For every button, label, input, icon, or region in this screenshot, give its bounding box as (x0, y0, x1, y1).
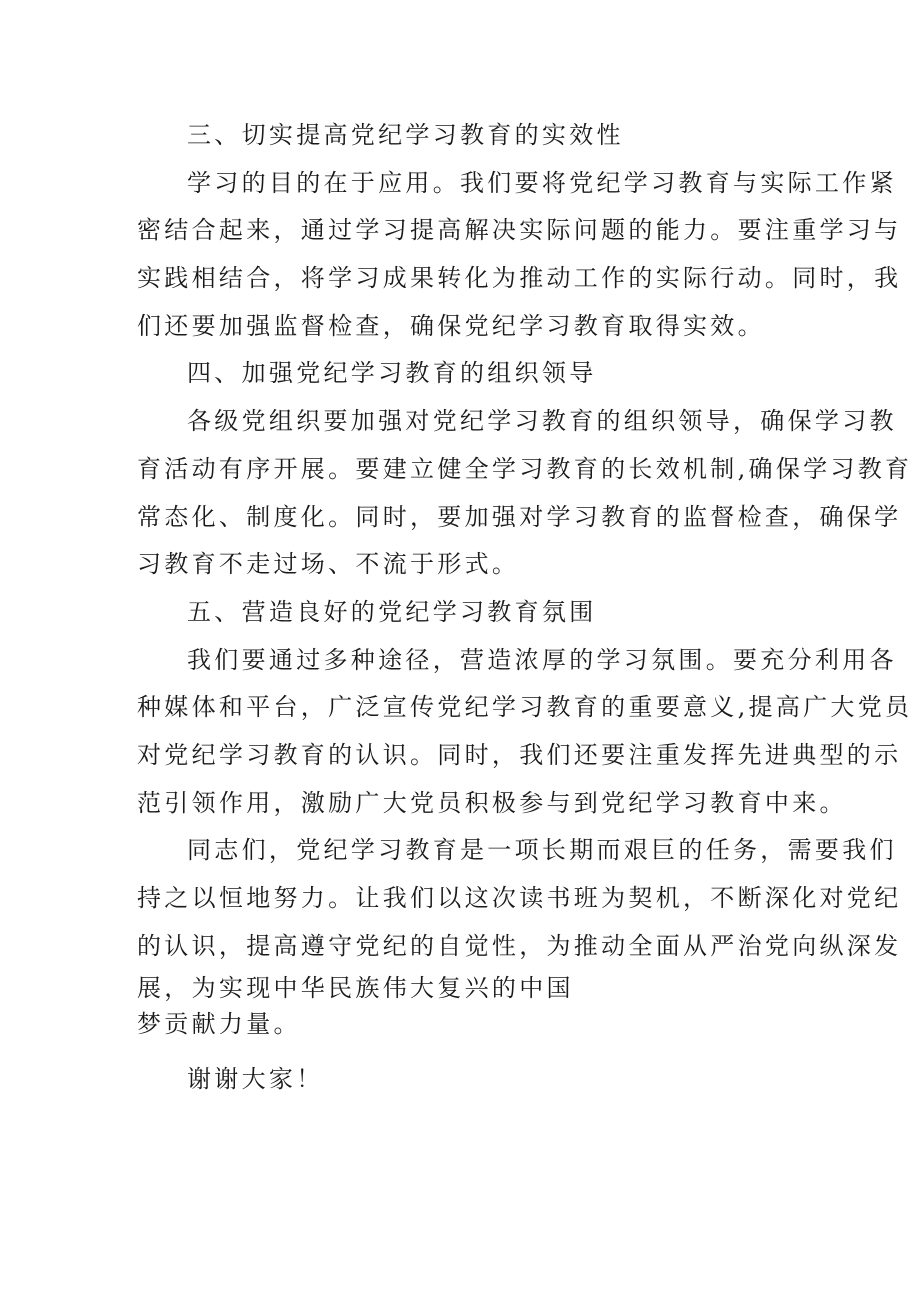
paragraph-line: 展，为实现中华民族伟大复兴的中国 (137, 974, 574, 1003)
paragraph-line: 范引领作用，激励广大党员积极参与到党纪学习教育中来。 (137, 788, 847, 817)
paragraph-line: 密结合起来，通过学习提高解决实际问题的能力。要注重学习与 (137, 216, 902, 245)
section-heading-5: 五、营造良好的党纪学习教育氛围 (187, 597, 597, 626)
closing-line: 谢谢大家！ (187, 1065, 324, 1094)
paragraph-line: 习教育不走过场、不流于形式。 (137, 550, 520, 579)
document-body (137, 112, 913, 1104)
paragraph-line: 常态化、制度化。同时，要加强对学习教育的监督检查，确保学 (137, 502, 902, 531)
paragraph-line: 我们要通过多种途径，营造浓厚的学习氛围。要充分利用各 (187, 645, 897, 674)
paragraph-line: 对党纪学习教育的认识。同时，我们还要注重发挥先进典型的示 (137, 740, 902, 769)
paragraph-line: 各级党组织要加强对党纪学习教育的组织领导，确保学习教 (187, 407, 897, 436)
section-heading-3: 三、切实提高党纪学习教育的实效性 (187, 121, 624, 149)
paragraph-line: 梦贡献力量。 (137, 1010, 301, 1039)
section-heading-4: 四、加强党纪学习教育的组织领导 (187, 359, 597, 388)
paragraph-line: 育活动有序开展。要建立健全学习教育的长效机制,确保学习教育 (137, 454, 913, 483)
paragraph-line: 种媒体和平台，广泛宣传党纪学习教育的重要意义,提高广大党员 (137, 693, 913, 722)
paragraph-line: 同志们，党纪学习教育是一项长期而艰巨的任务，需要我们 (187, 836, 897, 865)
paragraph-line: 实践相结合，将学习成果转化为推动工作的实际行动。同时，我 (137, 264, 902, 293)
paragraph-line: 们还要加强监督检查，确保党纪学习教育取得实效。 (137, 311, 765, 340)
paragraph-line: 的认识，提高遵守党纪的自觉性，为推动全面从严治党向纵深发 (137, 931, 902, 960)
paragraph-line: 学习的目的在于应用。我们要将党纪学习教育与实际工作紧 (187, 168, 897, 197)
paragraph-line: 持之以恒地努力。让我们以这次读书班为契机，不断深化对党纪 (137, 884, 902, 912)
